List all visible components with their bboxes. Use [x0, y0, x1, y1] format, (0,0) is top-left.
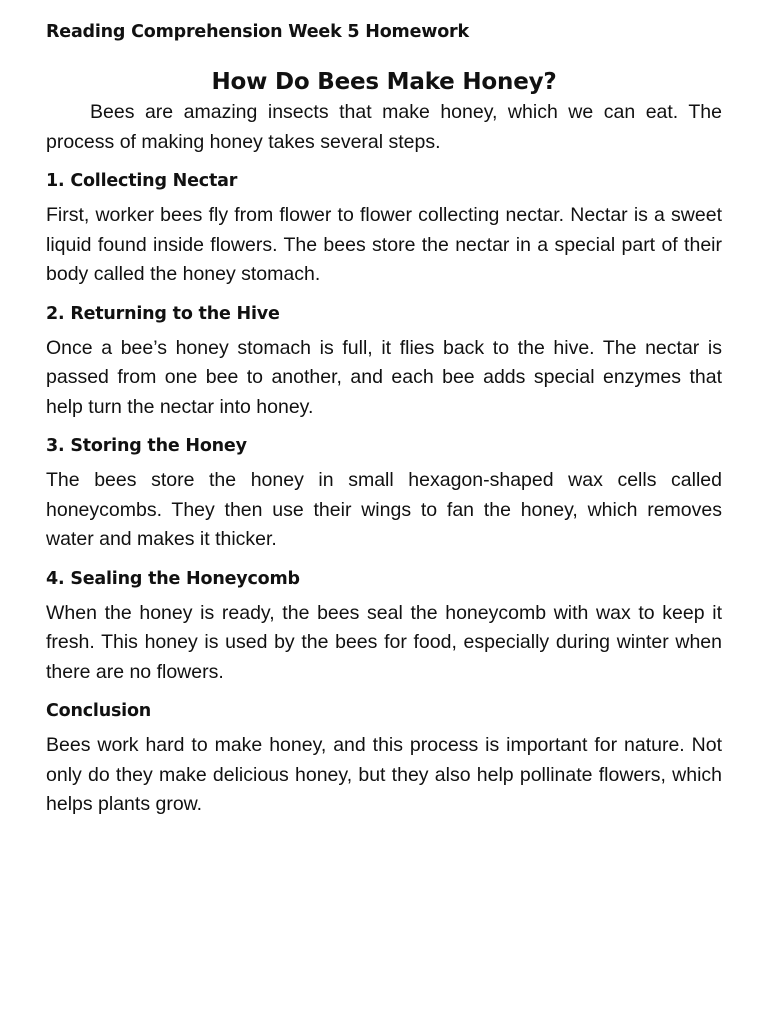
- section-heading-sealing-honeycomb: 4. Sealing the Honeycomb: [46, 568, 300, 589]
- intro-paragraph: Bees are amazing insects that make honey, which we can eat. The process of making honey takes several steps.: [46, 101, 722, 153]
- section-body-sealing-honeycomb: When the honey is ready, the bees seal the honeycomb with wax to keep it fresh. This honey is used by the bees for food, especially during winter when there are no flowers.: [46, 601, 722, 683]
- section-heading-returning-to-hive: 2. Returning to the Hive: [46, 303, 280, 324]
- course-header: Reading Comprehension Week 5 Homework: [46, 22, 469, 42]
- article-title: How Do Bees Make Honey?: [211, 69, 557, 95]
- section-body-returning-to-hive: Once a bee’s honey stomach is full, it flies back to the hive. The nectar is passed from one bee to another, and each bee adds special enzymes that help turn the nectar into honey.: [46, 336, 722, 418]
- section-body-storing-honey: The bees store the honey in small hexagon-shaped wax cells called honeycombs. They then use their wings to fan the honey, which removes water and makes it thicker.: [46, 469, 722, 550]
- section-body-collecting-nectar: First, worker bees fly from flower to flower collecting nectar. Nectar is a sweet liquid found inside flowers. The bees store the nectar in a special part of their body called the honey stomach.: [46, 204, 722, 285]
- section-body-conclusion: Bees work hard to make honey, and this process is important for nature. Not only do they make delicious honey, but they also help pollinate flowers, which helps plants grow.: [46, 734, 722, 815]
- section-heading-conclusion: Conclusion: [46, 701, 152, 721]
- section-heading-storing-honey: 3. Storing the Honey: [46, 436, 247, 456]
- document-page: [46, 18, 722, 820]
- section-heading-collecting-nectar: 1. Collecting Nectar: [46, 171, 238, 191]
